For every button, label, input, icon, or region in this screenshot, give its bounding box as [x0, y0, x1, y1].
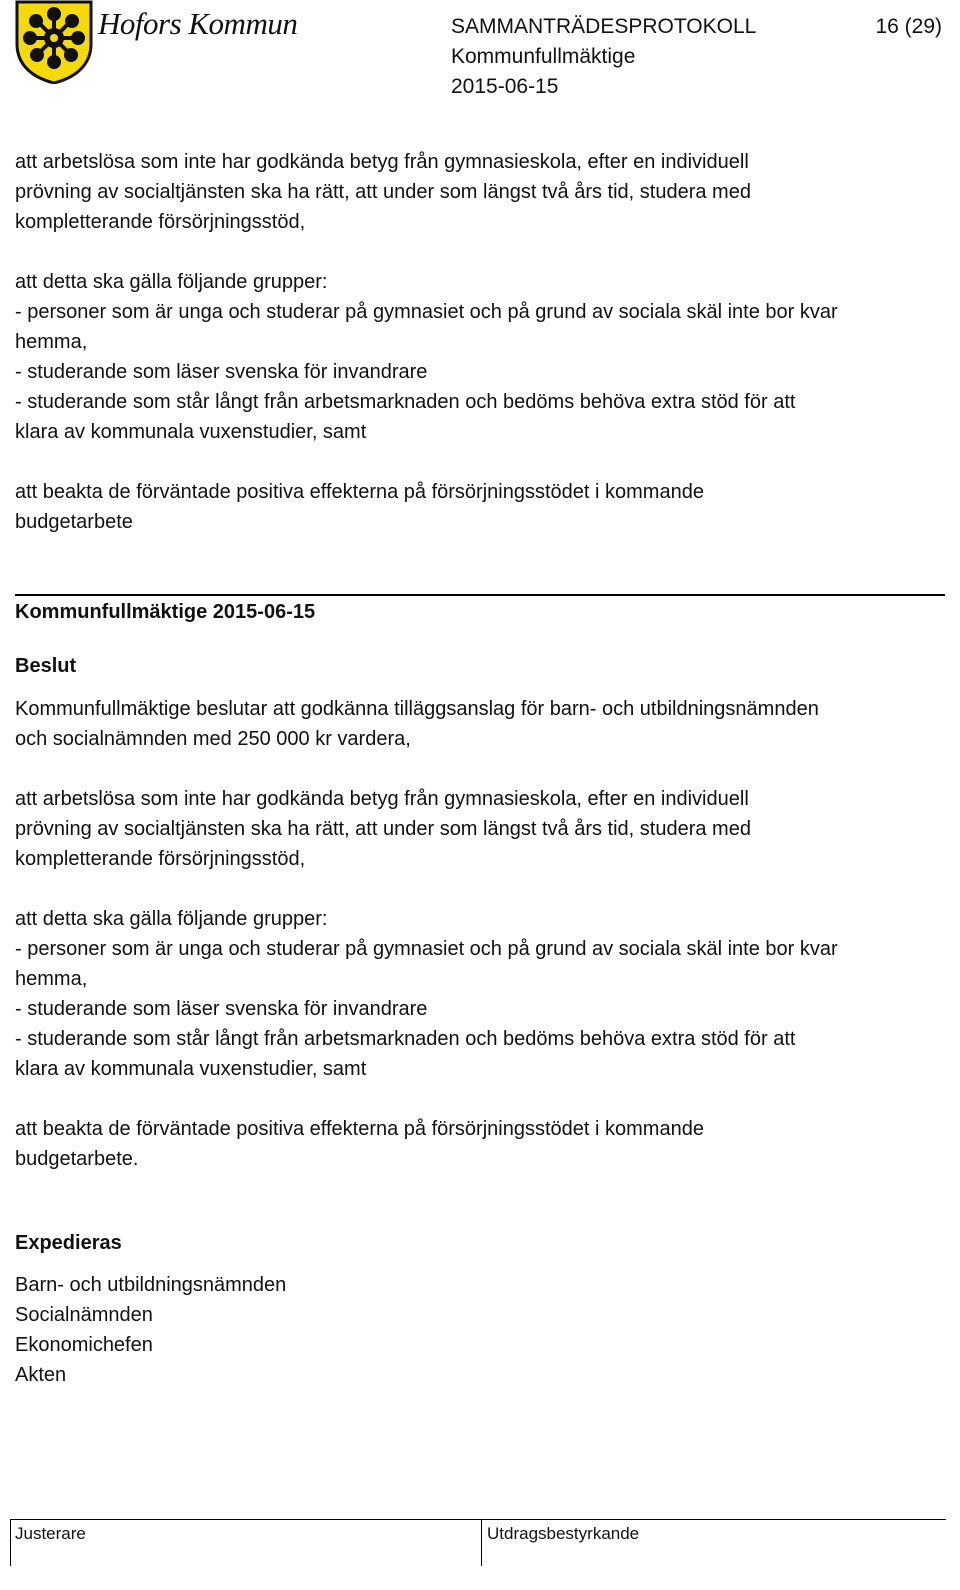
meeting-heading: Kommunfullmäktige 2015-06-15 [15, 601, 316, 623]
text-line: - personer som är unga och studerar på gymnasiet och på grund av sociala skäl inte bor kvar [15, 938, 838, 960]
list-item: Akten [15, 1364, 67, 1386]
text-line: - studerande som står långt från arbetsmarknaden och bedöms behöva extra stöd för att [15, 1028, 796, 1050]
document-type: SAMMANTRÄDESPROTOKOLL [451, 15, 757, 38]
text-line: att beakta de förväntade positiva effekterna på försörjningsstödet i kommande [15, 1118, 704, 1140]
meeting-body: Kommunfullmäktige [451, 45, 636, 68]
text-line: att detta ska gälla följande grupper: [15, 908, 328, 930]
text-line: hemma, [15, 968, 88, 990]
text-line: budgetarbete [15, 511, 133, 533]
text-line: Kommunfullmäktige beslutar att godkänna tilläggsanslag för barn- och utbildningsnämnden [15, 698, 819, 720]
adjuster-label: Justerare [15, 1524, 86, 1543]
text-line: att detta ska gälla följande grupper: [15, 271, 328, 293]
text-line: att arbetslösa som inte har godkända betyg från gymnasieskola, efter en individuell [15, 151, 749, 173]
distribution-heading: Expedieras [15, 1232, 122, 1254]
paragraph [15, 784, 945, 874]
list-item: Ekonomichefen [15, 1334, 153, 1356]
list-item: Socialnämnden [15, 1304, 153, 1326]
footer-divider [481, 1520, 482, 1566]
municipality-name: Hofors Kommun [98, 6, 298, 41]
paragraph [15, 1114, 945, 1174]
text-line: hemma, [15, 331, 88, 353]
text-line: kompletterande försörjningsstöd, [15, 211, 306, 233]
hofors-coat-of-arms-logo [14, 0, 94, 84]
text-line: - studerande som läser svenska för invandrare [15, 361, 428, 383]
paragraph [15, 147, 945, 237]
section-decision [15, 694, 945, 1174]
paragraph [15, 267, 945, 447]
section-divider [15, 594, 945, 596]
text-line: att arbetslösa som inte har godkända betyg från gymnasieskola, efter en individuell [15, 788, 749, 810]
text-line: prövning av socialtjänsten ska ha rätt, att under som längst två års tid, studera med [15, 818, 751, 840]
section-proposal [15, 147, 945, 537]
text-line: och socialnämnden med 250 000 kr vardera, [15, 728, 411, 750]
paragraph [15, 477, 945, 537]
paragraph [15, 904, 945, 1084]
text-line: budgetarbete. [15, 1148, 139, 1170]
text-line: klara av kommunala vuxenstudier, samt [15, 421, 367, 443]
extract-certification-label: Utdragsbestyrkande [487, 1524, 640, 1543]
distribution-list [15, 1270, 286, 1390]
signature-footer [10, 1519, 946, 1566]
text-line: - studerande som läser svenska för invandrare [15, 998, 428, 1020]
text-line: - studerande som står långt från arbetsmarknaden och bedöms behöva extra stöd för att [15, 391, 796, 413]
paragraph [15, 694, 945, 754]
text-line: kompletterande försörjningsstöd, [15, 848, 306, 870]
text-line: prövning av socialtjänsten ska ha rätt, att under som längst två års tid, studera med [15, 181, 751, 203]
header-block [451, 12, 756, 102]
text-line: klara av kommunala vuxenstudier, samt [15, 1058, 367, 1080]
meeting-date: 2015-06-15 [451, 75, 559, 98]
page-number: 16 (29) [875, 15, 942, 38]
list-item: Barn- och utbildningsnämnden [15, 1274, 287, 1296]
text-line: - personer som är unga och studerar på gymnasiet och på grund av sociala skäl inte bor kvar [15, 301, 838, 323]
decision-heading: Beslut [15, 655, 77, 677]
text-line: att beakta de förväntade positiva effekterna på försörjningsstödet i kommande [15, 481, 704, 503]
